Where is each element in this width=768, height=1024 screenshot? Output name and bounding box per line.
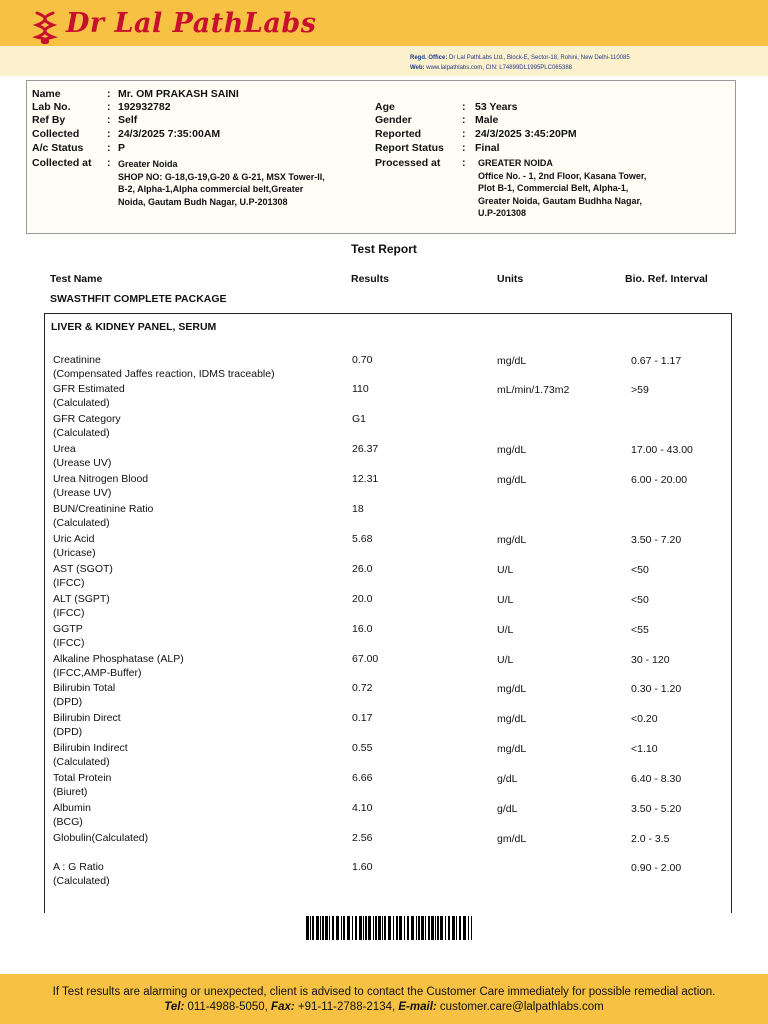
test-ref-interval: 3.50 - 5.20 xyxy=(631,803,682,815)
test-name: Total Protein xyxy=(53,772,112,784)
table-row xyxy=(45,682,733,712)
barcode-bar xyxy=(456,916,457,940)
test-name: Creatinine xyxy=(53,354,101,366)
barcode-bar xyxy=(416,916,417,940)
colon: : xyxy=(462,101,466,113)
barcode-bar xyxy=(352,916,353,940)
table-row xyxy=(45,802,733,832)
barcode-bar xyxy=(365,916,367,940)
test-name: A : G Ratio xyxy=(53,861,104,873)
test-result: 110 xyxy=(352,383,369,395)
panel-title: LIVER & KIDNEY PANEL, SERUM xyxy=(51,321,217,333)
test-result: G1 xyxy=(352,413,367,425)
test-name-cell xyxy=(53,772,111,799)
ac-status-value: P xyxy=(118,142,126,154)
test-name-cell xyxy=(53,503,153,530)
barcode-bar xyxy=(411,916,414,940)
test-method: (IFCC) xyxy=(53,606,85,619)
test-name: Urea Nitrogen Blood xyxy=(53,473,149,485)
barcode-bar xyxy=(425,916,426,940)
brand-logo-text: Dr Lal PathLabs xyxy=(66,8,317,39)
test-name-cell xyxy=(53,861,110,888)
test-result: 2.56 xyxy=(352,832,373,844)
barcode-bar xyxy=(421,916,424,940)
barcode-image xyxy=(306,916,472,940)
test-unit: gm/dL xyxy=(497,833,527,845)
ref-by-label: Ref By xyxy=(32,114,66,126)
test-result: 0.55 xyxy=(352,742,373,754)
test-unit: U/L xyxy=(497,624,514,636)
barcode-bar xyxy=(343,916,345,940)
test-name-cell xyxy=(53,802,91,829)
test-method: (Calculated) xyxy=(53,516,110,529)
test-name: Bilirubin Total xyxy=(53,682,116,694)
barcode-bar xyxy=(368,916,371,940)
reported-value: 24/3/2025 3:45:20PM xyxy=(475,128,577,140)
colon: : xyxy=(107,142,111,154)
footer-advisory: If Test results are alarming or unexpected, client is advised to contact the Customer Care immediately for possible remedial action. xyxy=(52,986,716,998)
test-method: (Calculated) xyxy=(53,396,110,409)
barcode-bar xyxy=(320,916,321,940)
colon: : xyxy=(462,142,466,154)
barcode-bar xyxy=(347,916,350,940)
test-ref-interval: 30 - 120 xyxy=(631,654,670,666)
column-header-units: Units xyxy=(497,273,524,285)
test-result: 1.60 xyxy=(352,861,373,873)
barcode-bar xyxy=(341,916,342,940)
barcode-bar xyxy=(312,916,314,940)
barcode-bar xyxy=(396,916,398,940)
report-title: Test Report xyxy=(351,242,417,256)
table-row xyxy=(45,653,733,683)
barcode-bar xyxy=(445,916,446,940)
table-row xyxy=(45,623,733,653)
test-result: 0.17 xyxy=(352,712,373,724)
barcode-bar xyxy=(418,916,420,940)
test-ref-interval: 0.67 - 1.17 xyxy=(631,355,682,367)
collected-at-label: Collected at xyxy=(32,157,92,169)
column-header-results: Results xyxy=(351,273,389,285)
barcode-bar xyxy=(375,916,377,940)
test-name-cell xyxy=(53,383,125,410)
test-name-cell xyxy=(53,563,113,590)
test-unit: mg/dL xyxy=(497,743,527,755)
test-unit: mg/dL xyxy=(497,444,527,456)
registered-office-info: Regd. Office: Dr Lal PathLabs Ltd., Block-E, Sector-18, Rohini, New Delhi-110085 Web: www.lalpathlabs.com, CIN: L74899DL1995PLC065388 xyxy=(410,55,630,71)
footer-contact: Tel: 011-4988-5050, Fax: +91-11-2788-2134, E-mail: customer.care@lalpathlabs.com xyxy=(164,1001,604,1013)
table-row xyxy=(45,742,733,772)
processed-at-value: GREATER NOIDA Office No. - 1, 2nd Floor, Kasana Tower, Plot B-1, Commercial Belt, Alpha-1, Greater Noida, Gautam Budhha Nagar, U.P-201308 xyxy=(478,158,647,218)
results-panel xyxy=(44,313,732,913)
test-ref-interval: 3.50 - 7.20 xyxy=(631,534,682,546)
table-row xyxy=(45,413,733,443)
test-result: 67.00 xyxy=(352,653,379,665)
colon: : xyxy=(107,114,111,126)
test-unit: mg/dL xyxy=(497,713,527,725)
test-name: GFR Estimated xyxy=(53,383,125,395)
barcode-bar xyxy=(384,916,386,940)
table-row xyxy=(45,383,733,413)
test-result: 0.70 xyxy=(352,354,373,366)
test-method: (DPD) xyxy=(53,695,83,708)
test-name: Uric Acid xyxy=(53,533,95,545)
table-row xyxy=(45,443,733,473)
test-result: 20.0 xyxy=(352,593,373,605)
barcode-bar xyxy=(431,916,434,940)
barcode-bar xyxy=(468,916,469,940)
test-ref-interval: 0.90 - 2.00 xyxy=(631,862,682,874)
test-result: 18 xyxy=(352,503,364,515)
test-name-cell xyxy=(53,712,121,739)
test-name: Bilirubin Direct xyxy=(53,712,121,724)
test-unit: mg/dL xyxy=(497,534,527,546)
test-result: 26.37 xyxy=(352,443,379,455)
name-label: Name xyxy=(32,88,61,100)
barcode-bar xyxy=(407,916,409,940)
test-method: (Urease UV) xyxy=(53,486,112,499)
barcode-bar xyxy=(388,916,391,940)
test-method: (Biuret) xyxy=(53,785,88,798)
test-unit: U/L xyxy=(497,594,514,606)
table-row xyxy=(45,861,733,891)
report-status-value: Final xyxy=(475,142,500,154)
test-ref-interval: 6.40 - 8.30 xyxy=(631,773,682,785)
table-row xyxy=(45,832,733,862)
processed-at-label: Processed at xyxy=(375,157,441,169)
test-result: 12.31 xyxy=(352,473,379,485)
age-value: 53 Years xyxy=(475,101,518,113)
dna-logo-icon xyxy=(32,10,58,44)
ac-status-label: A/c Status xyxy=(32,142,84,154)
barcode-bar xyxy=(437,916,439,940)
colon: : xyxy=(107,157,111,169)
test-ref-interval: 0.30 - 1.20 xyxy=(631,683,682,695)
age-label: Age xyxy=(375,101,395,113)
test-method: (Calculated) xyxy=(53,755,110,768)
colon: : xyxy=(107,101,111,113)
barcode-bar xyxy=(393,916,394,940)
collected-at-value: Greater Noida SHOP NO: G-18,G-19,G-20 & G-21, MSX Tower-II, B-2, Alpha-1,Alpha commercial belt,Greater Noida, Gautam Budh Nagar, U.P-201308 xyxy=(118,159,325,207)
barcode-bar xyxy=(373,916,374,940)
test-name-cell xyxy=(53,593,110,620)
colon: : xyxy=(107,88,111,100)
test-name-cell xyxy=(53,354,275,381)
test-name: AST (SGOT) xyxy=(53,563,113,575)
test-ref-interval: 17.00 - 43.00 xyxy=(631,444,693,456)
barcode-bar xyxy=(404,916,405,940)
table-row xyxy=(45,772,733,802)
test-name-cell xyxy=(53,473,148,500)
customer-care-email-link[interactable]: customer.care@lalpathlabs.com xyxy=(436,1001,604,1013)
test-ref-interval: <50 xyxy=(631,564,649,576)
test-name: ALT (SGPT) xyxy=(53,593,110,605)
gender-value: Male xyxy=(475,114,499,126)
lab-no-label: Lab No. xyxy=(32,101,71,113)
barcode-bar xyxy=(471,916,472,940)
test-name-cell xyxy=(53,443,111,470)
test-name: BUN/Creatinine Ratio xyxy=(53,503,154,515)
test-name-cell xyxy=(53,533,96,560)
reported-label: Reported xyxy=(375,128,422,140)
barcode-bar xyxy=(325,916,328,940)
test-result: 0.72 xyxy=(352,682,373,694)
test-name-cell xyxy=(53,832,148,846)
test-unit: mg/dL xyxy=(497,355,527,367)
test-name-cell xyxy=(53,682,115,709)
barcode-bar xyxy=(382,916,383,940)
test-name-cell xyxy=(53,653,184,680)
gender-label: Gender xyxy=(375,114,412,126)
test-ref-interval: <55 xyxy=(631,624,649,636)
barcode-bar xyxy=(322,916,324,940)
test-method: (Compensated Jaffes reaction, IDMS traceable) xyxy=(53,367,275,380)
test-unit: mL/min/1.73m2 xyxy=(497,384,570,396)
table-row xyxy=(45,712,733,742)
test-name-cell xyxy=(53,742,128,769)
barcode-bar xyxy=(332,916,334,940)
test-name: Urea xyxy=(53,443,76,455)
footer-bar xyxy=(0,974,768,1024)
colon: : xyxy=(107,128,111,140)
test-name: Bilirubin Indirect xyxy=(53,742,128,754)
barcode-bar xyxy=(428,916,430,940)
test-unit: g/dL xyxy=(497,803,518,815)
test-ref-interval: <1.10 xyxy=(631,743,658,755)
report-status-label: Report Status xyxy=(375,142,444,154)
column-header-test-name: Test Name xyxy=(50,273,103,285)
colon: : xyxy=(462,114,466,126)
barcode-bar xyxy=(310,916,311,940)
test-name: Alkaline Phosphatase (ALP) xyxy=(53,653,184,665)
test-unit: g/dL xyxy=(497,773,518,785)
test-unit: U/L xyxy=(497,564,514,576)
barcode-bar xyxy=(336,916,339,940)
test-unit: mg/dL xyxy=(497,474,527,486)
table-row xyxy=(45,563,733,593)
colon: : xyxy=(462,157,466,169)
table-row xyxy=(45,533,733,563)
header-band xyxy=(0,46,768,76)
barcode-bar xyxy=(363,916,364,940)
test-method: (IFCC,AMP-Buffer) xyxy=(53,666,142,679)
test-name-cell xyxy=(53,623,85,650)
test-method: (Uricase) xyxy=(53,546,96,559)
barcode-bar xyxy=(459,916,461,940)
patient-name: Mr. OM PRAKASH SAINI xyxy=(118,88,239,100)
test-ref-interval: <0.20 xyxy=(631,713,658,725)
table-row xyxy=(45,503,733,533)
collected-label: Collected xyxy=(32,128,80,140)
package-name: SWASTHFIT COMPLETE PACKAGE xyxy=(50,293,227,305)
test-name-cell xyxy=(53,413,121,440)
barcode-bar xyxy=(440,916,443,940)
test-unit: mg/dL xyxy=(497,683,527,695)
test-ref-interval: <50 xyxy=(631,594,649,606)
test-method: (IFCC) xyxy=(53,636,85,649)
barcode-bar xyxy=(306,916,309,940)
collected-value: 24/3/2025 7:35:00AM xyxy=(118,128,221,140)
test-method: (IFCC) xyxy=(53,576,85,589)
test-name: GFR Category xyxy=(53,413,121,425)
table-row xyxy=(45,354,733,384)
test-method: (Calculated) xyxy=(53,874,110,887)
test-ref-interval: >59 xyxy=(631,384,649,396)
test-method: (Urease UV) xyxy=(53,456,112,469)
test-name: Albumin xyxy=(53,802,91,814)
test-method: (DPD) xyxy=(53,725,83,738)
test-result: 16.0 xyxy=(352,623,373,635)
test-result: 5.68 xyxy=(352,533,373,545)
test-result: 6.66 xyxy=(352,772,373,784)
barcode-bar xyxy=(378,916,381,940)
test-name: Globulin(Calculated) xyxy=(53,832,149,844)
colon: : xyxy=(462,128,466,140)
barcode-bar xyxy=(448,916,450,940)
ref-by-value: Self xyxy=(118,114,138,126)
barcode-bar xyxy=(359,916,362,940)
test-unit: U/L xyxy=(497,654,514,666)
test-name: GGTP xyxy=(53,623,83,635)
barcode-bar xyxy=(355,916,357,940)
column-header-ref-interval: Bio. Ref. Interval xyxy=(625,273,708,285)
test-method: (Calculated) xyxy=(53,426,110,439)
test-result: 26.0 xyxy=(352,563,373,575)
table-row xyxy=(45,473,733,503)
barcode-bar xyxy=(463,916,466,940)
test-result: 4.10 xyxy=(352,802,373,814)
barcode-bar xyxy=(399,916,402,940)
test-ref-interval: 6.00 - 20.00 xyxy=(631,474,688,486)
table-row xyxy=(45,593,733,623)
test-ref-interval: 2.0 - 3.5 xyxy=(631,833,670,845)
barcode-bar xyxy=(435,916,436,940)
lab-no-value: 192932782 xyxy=(118,101,171,113)
barcode-bar xyxy=(452,916,455,940)
barcode-bar xyxy=(329,916,330,940)
test-method: (BCG) xyxy=(53,815,83,828)
barcode-bar xyxy=(316,916,319,940)
